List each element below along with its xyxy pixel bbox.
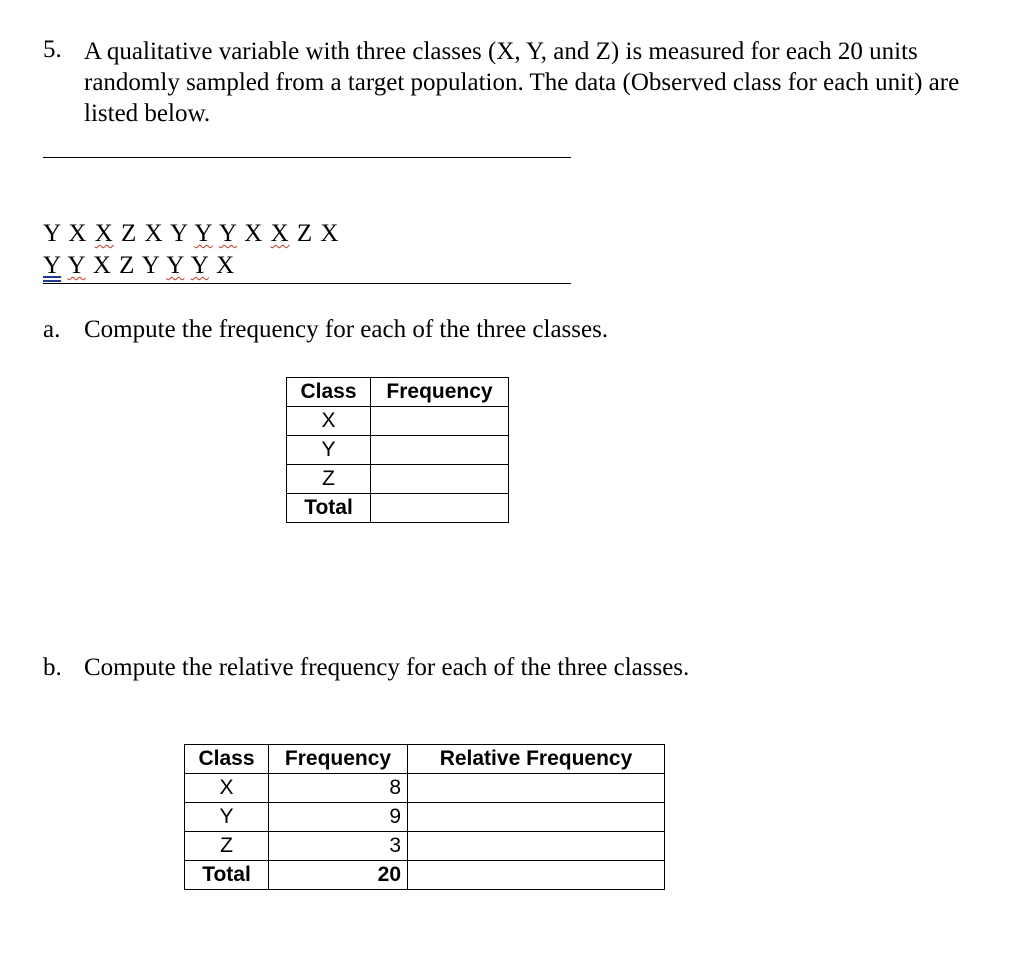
part-a-label: a. [43,316,61,343]
obs-18: Y [166,252,185,279]
obs-16: Z [119,252,136,279]
obs-19: Y [190,252,209,279]
table-header-row [185,745,665,774]
class-cell: Z [287,465,371,494]
obs-4: Z [121,220,138,247]
bottom-divider [43,283,571,284]
frequency-cell[interactable] [371,436,509,465]
frequency-cell: 8 [269,774,408,803]
obs-15: X [92,252,112,279]
frequency-table [286,377,509,523]
obs-10: X [270,220,290,247]
part-a-text: Compute the frequency for each of the three classes. [84,316,609,343]
header-frequency: Frequency [371,378,509,407]
header-class: Class [287,378,371,407]
obs-6: Y [169,220,189,247]
obs-13: Y [43,252,62,279]
obs-1: Y [43,220,62,247]
relative-frequency-cell[interactable] [408,803,665,832]
header-relative-frequency: Relative Frequency [408,745,665,774]
class-cell-total: Total [185,861,269,890]
header-class: Class [185,745,269,774]
class-cell: Y [287,436,371,465]
relative-frequency-cell-total[interactable] [408,861,665,890]
frequency-cell: 9 [269,803,408,832]
part-b-text: Compute the relative frequency for each of the three classes. [84,654,690,681]
frequency-cell: 3 [269,832,408,861]
obs-3: X [94,220,114,247]
obs-14: Y [67,252,86,279]
frequency-cell-total: 20 [269,861,408,890]
observations-line-2 [43,224,235,280]
relative-frequency-cell[interactable] [408,774,665,803]
obs-17: Y [141,252,160,279]
frequency-cell[interactable] [371,407,509,436]
obs-12: X [320,220,340,247]
obs-11: Z [296,220,314,247]
relative-frequency-table [184,744,665,890]
frequency-cell[interactable] [371,465,509,494]
question-text: A qualitative variable with three classes (X, Y, and Z) is measured for each 20 units randomly sampled from a target population. The data (Observed class for each unit) are listed below. [84,38,960,127]
table-row [185,803,665,832]
frequency-cell-total[interactable] [371,494,509,523]
table-row [287,494,509,523]
class-cell: X [287,407,371,436]
obs-2: X [68,220,88,247]
obs-7: Y [194,220,213,247]
table-row [185,861,665,890]
header-frequency: Frequency [269,745,408,774]
table-header-row [287,378,509,407]
class-cell-total: Total [287,494,371,523]
part-b-label: b. [43,654,62,681]
obs-5: X [144,220,164,247]
obs-20: X [216,252,236,279]
class-cell: Y [185,803,269,832]
table-row [287,407,509,436]
class-cell: X [185,774,269,803]
table-row [287,436,509,465]
class-cell: Z [185,832,269,861]
obs-8: Y [218,220,238,247]
question-number: 5. [43,36,62,63]
obs-9: X [244,220,264,247]
top-divider [43,157,571,158]
table-row [185,832,665,861]
relative-frequency-cell[interactable] [408,832,665,861]
table-row [287,465,509,494]
table-row [185,774,665,803]
